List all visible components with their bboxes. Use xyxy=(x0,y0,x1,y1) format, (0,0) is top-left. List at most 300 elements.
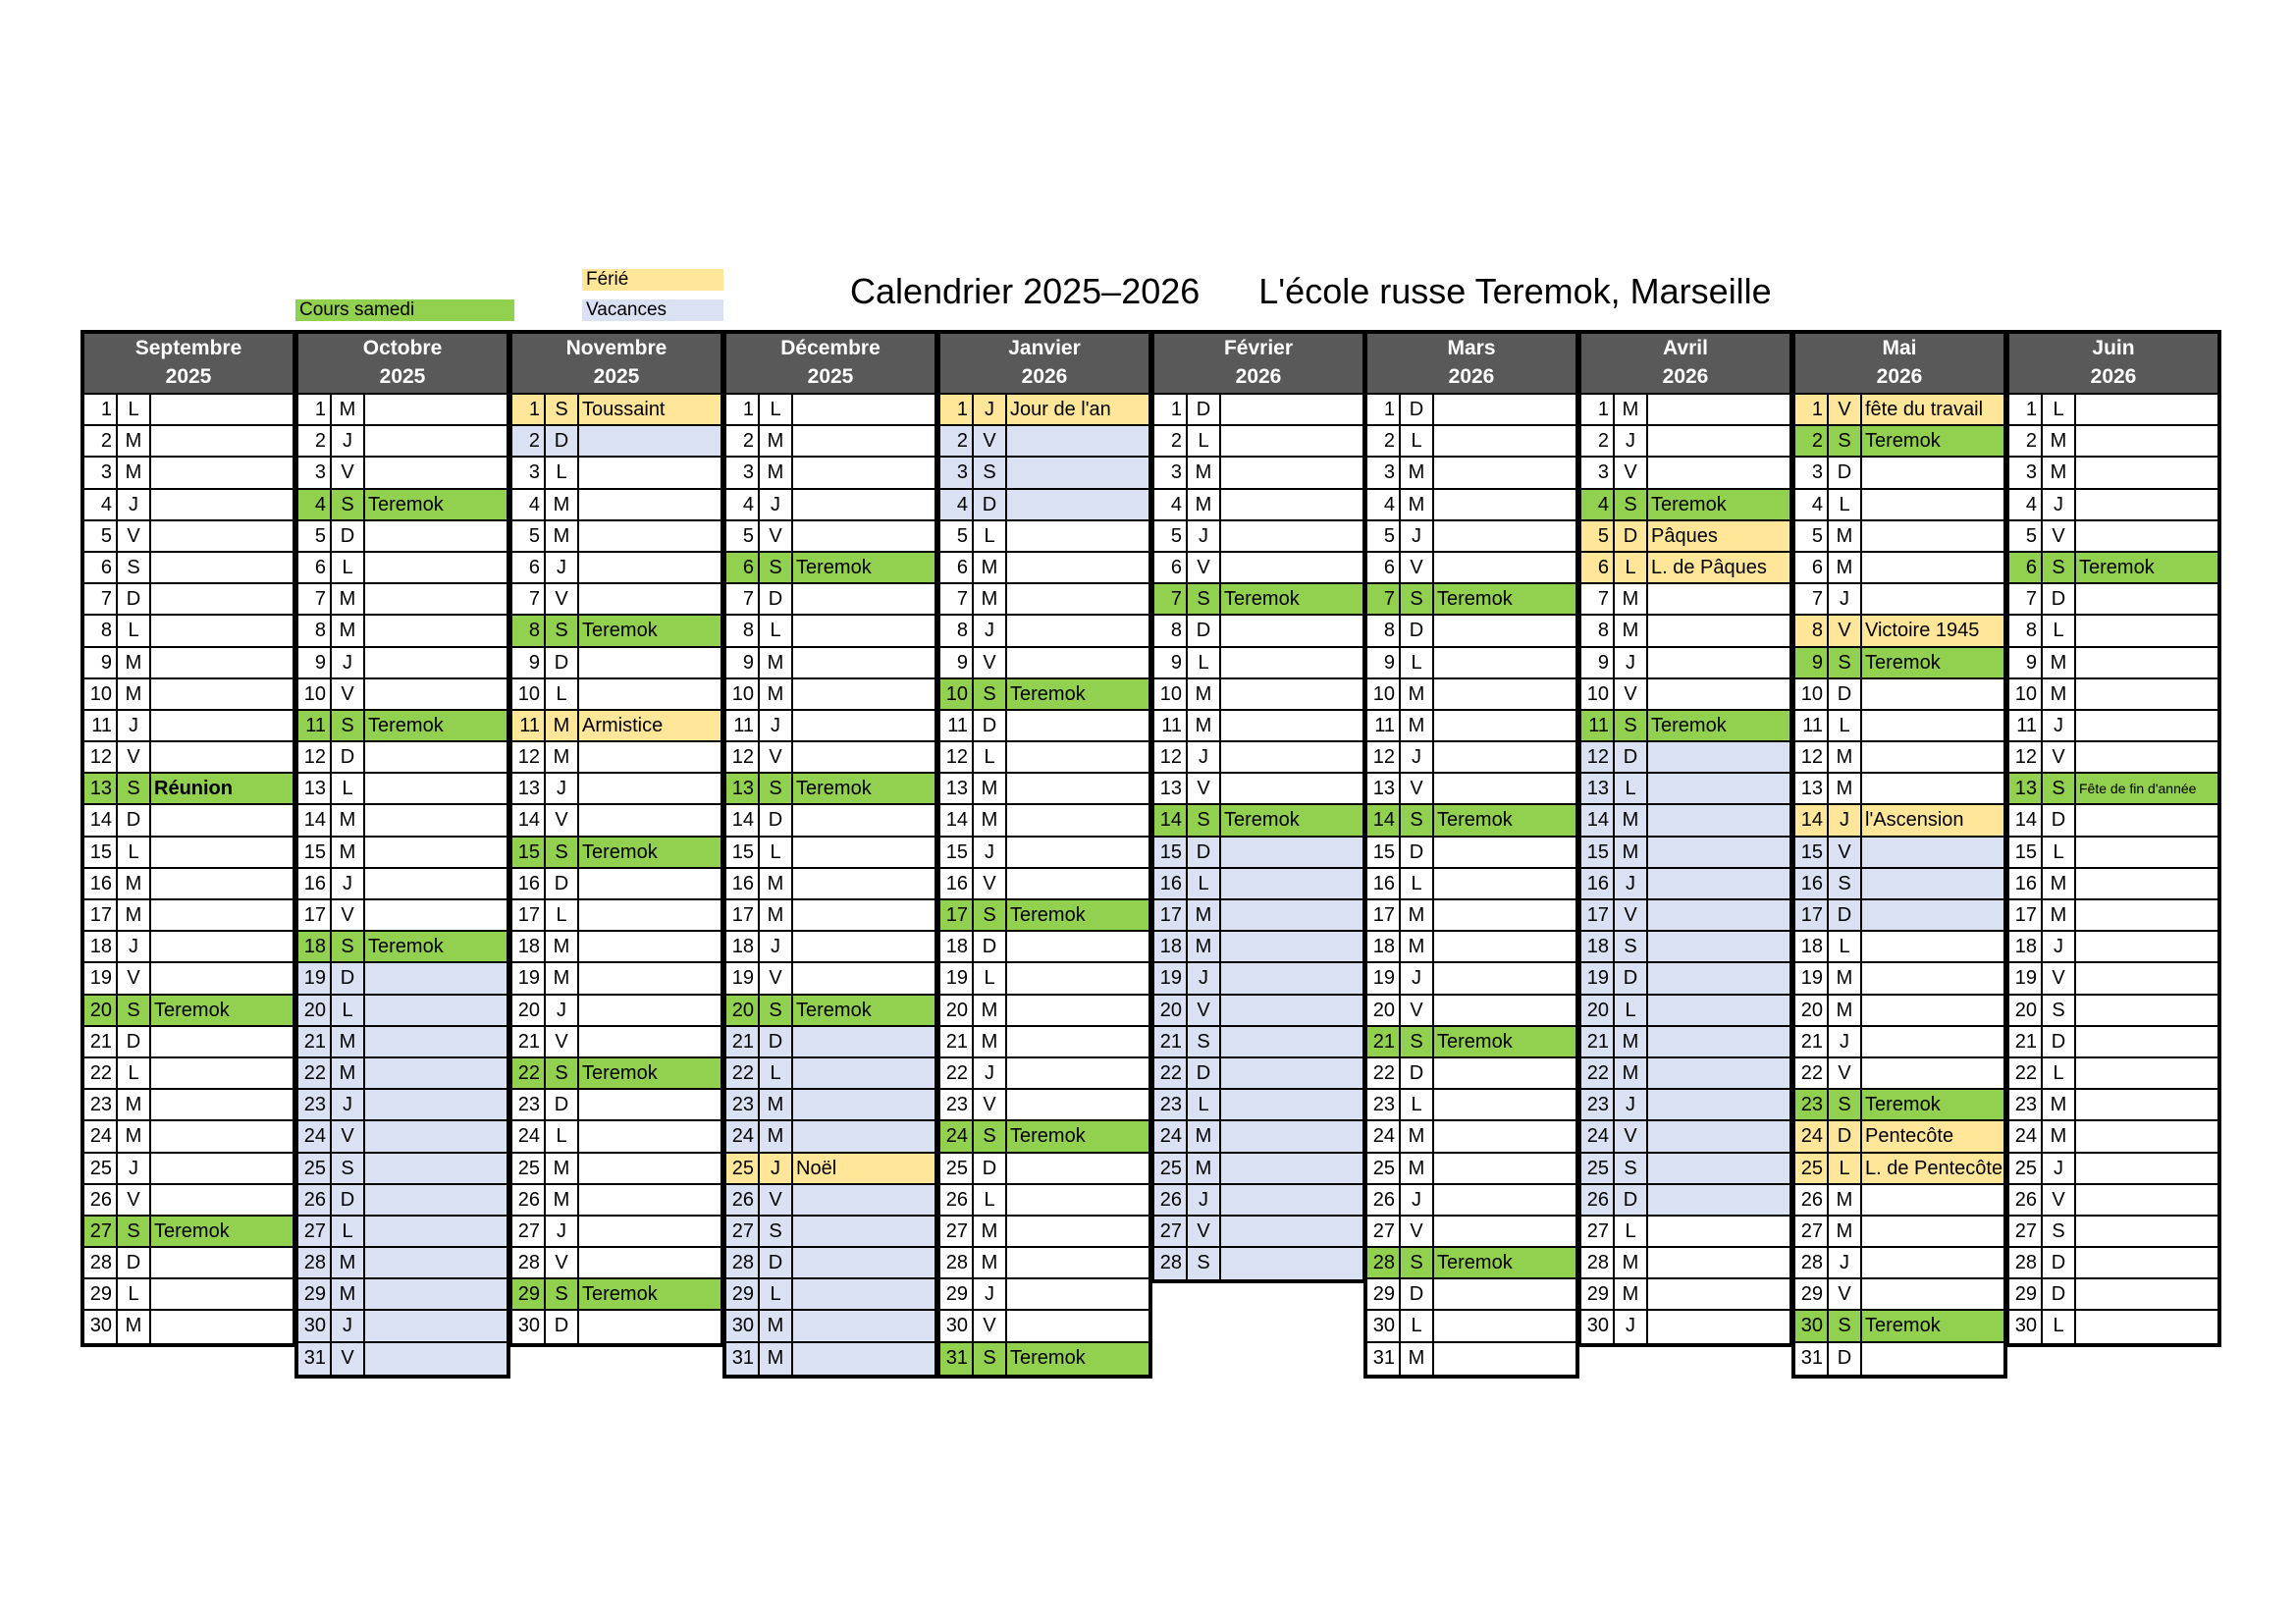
day-row xyxy=(1795,1279,2003,1311)
day-label xyxy=(2076,1090,2217,1119)
day-row xyxy=(1154,426,1362,458)
day-label xyxy=(2076,584,2217,614)
day-label xyxy=(151,900,293,930)
day-label xyxy=(1007,648,1148,677)
day-number: 12 xyxy=(940,742,974,772)
weekday-letter: S xyxy=(1401,1027,1434,1056)
day-row xyxy=(726,774,934,805)
day-number: 11 xyxy=(1581,711,1615,740)
day-number: 14 xyxy=(84,805,118,835)
month-year: 2025 xyxy=(593,365,640,388)
day-number: 9 xyxy=(298,648,332,677)
day-number: 10 xyxy=(84,679,118,709)
weekday-letter: V xyxy=(1188,1217,1221,1246)
day-number: 3 xyxy=(298,458,332,487)
day-row xyxy=(1154,1217,1362,1248)
weekday-letter: V xyxy=(332,1121,365,1151)
day-row xyxy=(1581,1121,1789,1153)
day-row xyxy=(1367,648,1575,679)
day-label xyxy=(151,616,293,645)
weekday-letter: L xyxy=(974,521,1007,551)
day-row xyxy=(2009,1279,2217,1311)
weekday-letter: J xyxy=(1615,648,1648,677)
day-label xyxy=(1434,932,1575,961)
weekday-letter: L xyxy=(332,774,365,803)
day-number: 28 xyxy=(726,1248,760,1277)
day-row xyxy=(940,1027,1148,1058)
day-label xyxy=(2076,869,2217,898)
day-number: 13 xyxy=(726,774,760,803)
day-number: 23 xyxy=(2009,1090,2043,1119)
day-label xyxy=(1648,426,1789,456)
day-label xyxy=(365,679,507,709)
day-label: Teremok xyxy=(793,553,934,582)
weekday-letter: L xyxy=(974,1185,1007,1215)
day-label xyxy=(1862,774,2003,803)
weekday-letter: J xyxy=(1615,1311,1648,1342)
day-row xyxy=(2009,679,2217,711)
day-label: Teremok xyxy=(1434,1027,1575,1056)
day-label xyxy=(1007,1154,1148,1183)
day-label: Fête de fin d'année xyxy=(2076,774,2217,803)
day-row xyxy=(1581,774,1789,805)
day-row xyxy=(1581,1090,1789,1121)
day-row xyxy=(940,838,1148,869)
day-label xyxy=(365,805,507,835)
day-number: 18 xyxy=(940,932,974,961)
day-label xyxy=(1007,1217,1148,1246)
day-number: 18 xyxy=(726,932,760,961)
weekday-letter: V xyxy=(1615,458,1648,487)
weekday-letter: M xyxy=(118,1090,151,1119)
day-number: 24 xyxy=(84,1121,118,1151)
day-row xyxy=(1795,679,2003,711)
weekday-letter: V xyxy=(1401,1217,1434,1246)
day-row xyxy=(2009,996,2217,1027)
weekday-letter: D xyxy=(1401,395,1434,424)
day-label xyxy=(1007,1248,1148,1277)
day-label xyxy=(1434,838,1575,867)
day-number: 28 xyxy=(1581,1248,1615,1277)
day-row xyxy=(1367,1027,1575,1058)
weekday-letter: M xyxy=(974,1027,1007,1056)
day-number: 20 xyxy=(1581,996,1615,1025)
day-label xyxy=(2076,963,2217,993)
weekday-letter: V xyxy=(1188,996,1221,1025)
weekday-letter: D xyxy=(1401,1058,1434,1088)
day-row xyxy=(1581,616,1789,647)
weekday-letter: J xyxy=(332,1311,365,1340)
weekday-letter: J xyxy=(1401,521,1434,551)
weekday-letter: M xyxy=(332,805,365,835)
day-number: 13 xyxy=(1795,774,1829,803)
day-row xyxy=(1154,932,1362,963)
weekday-letter: J xyxy=(332,869,365,898)
weekday-letter: D xyxy=(1401,616,1434,645)
day-row xyxy=(512,1154,721,1185)
day-number: 20 xyxy=(512,996,546,1025)
day-label xyxy=(1221,742,1362,772)
day-number: 24 xyxy=(1581,1121,1615,1151)
day-label xyxy=(1007,869,1148,898)
day-number: 31 xyxy=(298,1343,332,1375)
day-row xyxy=(940,869,1148,900)
day-label xyxy=(1862,1058,2003,1088)
weekday-letter: L xyxy=(760,616,793,645)
day-label xyxy=(1221,395,1362,424)
day-number: 21 xyxy=(1154,1027,1188,1056)
weekday-letter: M xyxy=(118,900,151,930)
weekday-letter: V xyxy=(760,742,793,772)
day-label xyxy=(1862,869,2003,898)
day-label xyxy=(1007,774,1148,803)
day-label xyxy=(1221,1217,1362,1246)
day-label xyxy=(2076,1217,2217,1246)
day-row xyxy=(2009,458,2217,489)
day-number: 6 xyxy=(2009,553,2043,582)
day-number: 3 xyxy=(1154,458,1188,487)
weekday-letter: S xyxy=(1401,805,1434,835)
day-label xyxy=(1434,521,1575,551)
day-row xyxy=(1154,742,1362,774)
day-row xyxy=(2009,1058,2217,1090)
weekday-letter: D xyxy=(760,1027,793,1056)
day-number: 23 xyxy=(298,1090,332,1119)
day-row xyxy=(1581,1279,1789,1311)
day-label xyxy=(793,395,934,424)
weekday-letter: L xyxy=(1188,1090,1221,1119)
day-row xyxy=(726,648,934,679)
day-number: 5 xyxy=(84,521,118,551)
day-number: 5 xyxy=(2009,521,2043,551)
day-number: 3 xyxy=(940,458,974,487)
day-number: 27 xyxy=(940,1217,974,1246)
day-row xyxy=(84,963,293,995)
day-label: Teremok xyxy=(1648,711,1789,740)
day-number: 24 xyxy=(940,1121,974,1151)
day-label xyxy=(1648,1279,1789,1309)
day-row xyxy=(1581,458,1789,489)
day-label xyxy=(1007,963,1148,993)
weekday-letter: V xyxy=(1829,838,1862,867)
day-row xyxy=(940,490,1148,521)
day-label xyxy=(793,648,934,677)
day-number: 27 xyxy=(726,1217,760,1246)
day-row xyxy=(1367,1058,1575,1090)
day-label: Teremok xyxy=(793,774,934,803)
day-label xyxy=(793,1090,934,1119)
weekday-letter: M xyxy=(1829,963,1862,993)
weekday-letter: V xyxy=(118,1185,151,1215)
day-number: 9 xyxy=(1795,648,1829,677)
day-row xyxy=(1795,616,2003,647)
day-label: Teremok xyxy=(1434,805,1575,835)
day-row xyxy=(1154,490,1362,521)
weekday-letter: S xyxy=(2043,1217,2076,1246)
weekday-letter: D xyxy=(332,521,365,551)
day-row xyxy=(2009,553,2217,584)
day-label xyxy=(793,1279,934,1309)
day-row xyxy=(940,1154,1148,1185)
weekday-letter: M xyxy=(1829,1185,1862,1215)
weekday-letter: J xyxy=(1401,742,1434,772)
day-label xyxy=(2076,805,2217,835)
day-label xyxy=(2076,521,2217,551)
day-label xyxy=(793,932,934,961)
weekday-letter: S xyxy=(118,1217,151,1246)
weekday-letter: J xyxy=(332,426,365,456)
day-label xyxy=(1007,458,1148,487)
day-row xyxy=(1154,1248,1362,1279)
weekday-letter: M xyxy=(332,1058,365,1088)
day-row xyxy=(1581,1217,1789,1248)
day-number: 13 xyxy=(298,774,332,803)
day-number: 31 xyxy=(940,1343,974,1375)
weekday-letter: L xyxy=(1829,490,1862,519)
day-label xyxy=(1221,679,1362,709)
day-row xyxy=(2009,395,2217,426)
day-number: 9 xyxy=(1154,648,1188,677)
day-row xyxy=(2009,648,2217,679)
day-number: 14 xyxy=(1795,805,1829,835)
day-row xyxy=(1154,963,1362,995)
weekday-letter: J xyxy=(974,838,1007,867)
weekday-letter: V xyxy=(2043,1185,2076,1215)
day-number: 1 xyxy=(2009,395,2043,424)
month-column xyxy=(1791,330,2007,1379)
weekday-letter: J xyxy=(974,395,1007,424)
weekday-letter: J xyxy=(118,1154,151,1183)
day-label xyxy=(1434,1154,1575,1183)
day-label xyxy=(151,1279,293,1309)
day-row xyxy=(726,932,934,963)
day-label xyxy=(151,648,293,677)
day-label xyxy=(151,869,293,898)
day-number: 26 xyxy=(940,1185,974,1215)
day-label xyxy=(1434,1217,1575,1246)
weekday-letter: M xyxy=(1615,1027,1648,1056)
day-label xyxy=(793,963,934,993)
day-row xyxy=(298,1343,507,1375)
day-number: 9 xyxy=(726,648,760,677)
day-row xyxy=(84,395,293,426)
day-number: 27 xyxy=(84,1217,118,1246)
month-header xyxy=(512,334,721,395)
day-number: 11 xyxy=(940,711,974,740)
day-row xyxy=(1154,616,1362,647)
day-row xyxy=(1581,553,1789,584)
weekday-letter: S xyxy=(546,1058,579,1088)
day-row xyxy=(512,932,721,963)
day-number: 25 xyxy=(726,1154,760,1183)
day-number: 2 xyxy=(940,426,974,456)
weekday-letter: M xyxy=(2043,1121,2076,1151)
day-number: 8 xyxy=(1795,616,1829,645)
day-label xyxy=(793,679,934,709)
day-row xyxy=(298,1311,507,1342)
day-row xyxy=(1581,805,1789,837)
day-number: 30 xyxy=(512,1311,546,1342)
day-row xyxy=(84,584,293,616)
weekday-letter: J xyxy=(546,553,579,582)
day-number: 6 xyxy=(1154,553,1188,582)
weekday-letter: M xyxy=(1188,1121,1221,1151)
day-number: 26 xyxy=(1581,1185,1615,1215)
weekday-letter: S xyxy=(2043,774,2076,803)
day-label xyxy=(1862,900,2003,930)
day-number: 25 xyxy=(2009,1154,2043,1183)
day-number: 30 xyxy=(1367,1311,1401,1340)
day-label xyxy=(1007,1185,1148,1215)
weekday-letter: L xyxy=(118,616,151,645)
weekday-letter: M xyxy=(118,458,151,487)
day-number: 25 xyxy=(1154,1154,1188,1183)
day-row xyxy=(726,996,934,1027)
day-row xyxy=(726,900,934,932)
day-row xyxy=(726,553,934,584)
day-row xyxy=(1795,932,2003,963)
month-name: Octobre xyxy=(362,337,443,359)
weekday-letter: M xyxy=(332,616,365,645)
day-label xyxy=(1648,584,1789,614)
day-number: 1 xyxy=(1154,395,1188,424)
day-number: 9 xyxy=(940,648,974,677)
day-number: 28 xyxy=(2009,1248,2043,1277)
day-row xyxy=(512,838,721,869)
day-label xyxy=(365,648,507,677)
weekday-letter: J xyxy=(760,932,793,961)
day-row xyxy=(1795,711,2003,742)
day-number: 18 xyxy=(1581,932,1615,961)
day-label xyxy=(151,1185,293,1215)
day-number: 27 xyxy=(512,1217,546,1246)
day-number: 26 xyxy=(298,1185,332,1215)
weekday-letter: D xyxy=(1615,1185,1648,1215)
day-number: 29 xyxy=(1367,1279,1401,1309)
weekday-letter: S xyxy=(1829,648,1862,677)
day-row xyxy=(2009,521,2217,553)
day-row xyxy=(512,1217,721,1248)
day-number: 14 xyxy=(298,805,332,835)
day-label: Teremok xyxy=(365,711,507,740)
weekday-letter: M xyxy=(1615,616,1648,645)
weekday-letter: D xyxy=(1829,1343,1862,1375)
day-row xyxy=(512,805,721,837)
weekday-letter: J xyxy=(1188,963,1221,993)
day-number: 6 xyxy=(84,553,118,582)
weekday-letter: M xyxy=(974,996,1007,1025)
day-number: 20 xyxy=(1367,996,1401,1025)
day-number: 21 xyxy=(84,1027,118,1056)
month-column xyxy=(722,330,938,1379)
day-row xyxy=(298,395,507,426)
weekday-letter: M xyxy=(1615,805,1648,835)
day-label xyxy=(1221,648,1362,677)
day-label xyxy=(2076,1311,2217,1342)
day-label: Teremok xyxy=(1221,805,1362,835)
day-label xyxy=(2076,1121,2217,1151)
weekday-letter: V xyxy=(974,426,1007,456)
day-row xyxy=(2009,426,2217,458)
day-label xyxy=(1648,1027,1789,1056)
day-label xyxy=(1648,932,1789,961)
day-row xyxy=(1154,1154,1362,1185)
weekday-letter: S xyxy=(760,996,793,1025)
day-row xyxy=(512,1311,721,1342)
day-row xyxy=(2009,490,2217,521)
weekday-letter: L xyxy=(1615,553,1648,582)
day-row xyxy=(1581,742,1789,774)
weekday-letter: M xyxy=(332,584,365,614)
weekday-letter: L xyxy=(1401,1090,1434,1119)
day-number: 13 xyxy=(1154,774,1188,803)
weekday-letter: D xyxy=(546,1311,579,1342)
day-number: 8 xyxy=(940,616,974,645)
day-label xyxy=(1862,996,2003,1025)
day-label xyxy=(1221,996,1362,1025)
day-number: 1 xyxy=(298,395,332,424)
weekday-letter: V xyxy=(974,869,1007,898)
day-number: 23 xyxy=(512,1090,546,1119)
day-row xyxy=(1367,1185,1575,1217)
weekday-letter: S xyxy=(1188,584,1221,614)
day-label xyxy=(793,490,934,519)
weekday-letter: D xyxy=(2043,1248,2076,1277)
weekday-letter: M xyxy=(332,1279,365,1309)
day-row xyxy=(84,900,293,932)
weekday-letter: V xyxy=(1401,996,1434,1025)
day-row xyxy=(1795,648,2003,679)
day-label: Teremok xyxy=(1434,1248,1575,1277)
weekday-letter: M xyxy=(118,679,151,709)
day-label xyxy=(793,1185,934,1215)
day-label xyxy=(1221,553,1362,582)
day-number: 9 xyxy=(2009,648,2043,677)
weekday-letter: J xyxy=(118,932,151,961)
day-number: 21 xyxy=(726,1027,760,1056)
day-row xyxy=(726,869,934,900)
day-row xyxy=(1795,1121,2003,1153)
day-label xyxy=(1007,1058,1148,1088)
day-number: 11 xyxy=(512,711,546,740)
day-number: 26 xyxy=(1795,1185,1829,1215)
day-number: 1 xyxy=(726,395,760,424)
day-number: 19 xyxy=(1154,963,1188,993)
weekday-letter: S xyxy=(2043,996,2076,1025)
day-row xyxy=(512,1185,721,1217)
day-row xyxy=(726,1090,934,1121)
weekday-letter: L xyxy=(546,1121,579,1151)
day-label xyxy=(579,1090,721,1119)
day-number: 19 xyxy=(298,963,332,993)
title-text: Calendrier 2025–2026 xyxy=(850,271,1201,311)
day-label xyxy=(1007,742,1148,772)
day-number: 8 xyxy=(1154,616,1188,645)
weekday-letter: M xyxy=(1829,774,1862,803)
day-row xyxy=(2009,742,2217,774)
weekday-letter: J xyxy=(118,490,151,519)
weekday-letter: M xyxy=(546,521,579,551)
weekday-letter: V xyxy=(546,1027,579,1056)
day-row xyxy=(2009,1121,2217,1153)
day-row xyxy=(726,679,934,711)
weekday-letter: L xyxy=(332,553,365,582)
weekday-letter: M xyxy=(118,648,151,677)
day-row xyxy=(2009,1154,2217,1185)
day-number: 29 xyxy=(940,1279,974,1309)
day-number: 1 xyxy=(1795,395,1829,424)
day-row xyxy=(1154,679,1362,711)
